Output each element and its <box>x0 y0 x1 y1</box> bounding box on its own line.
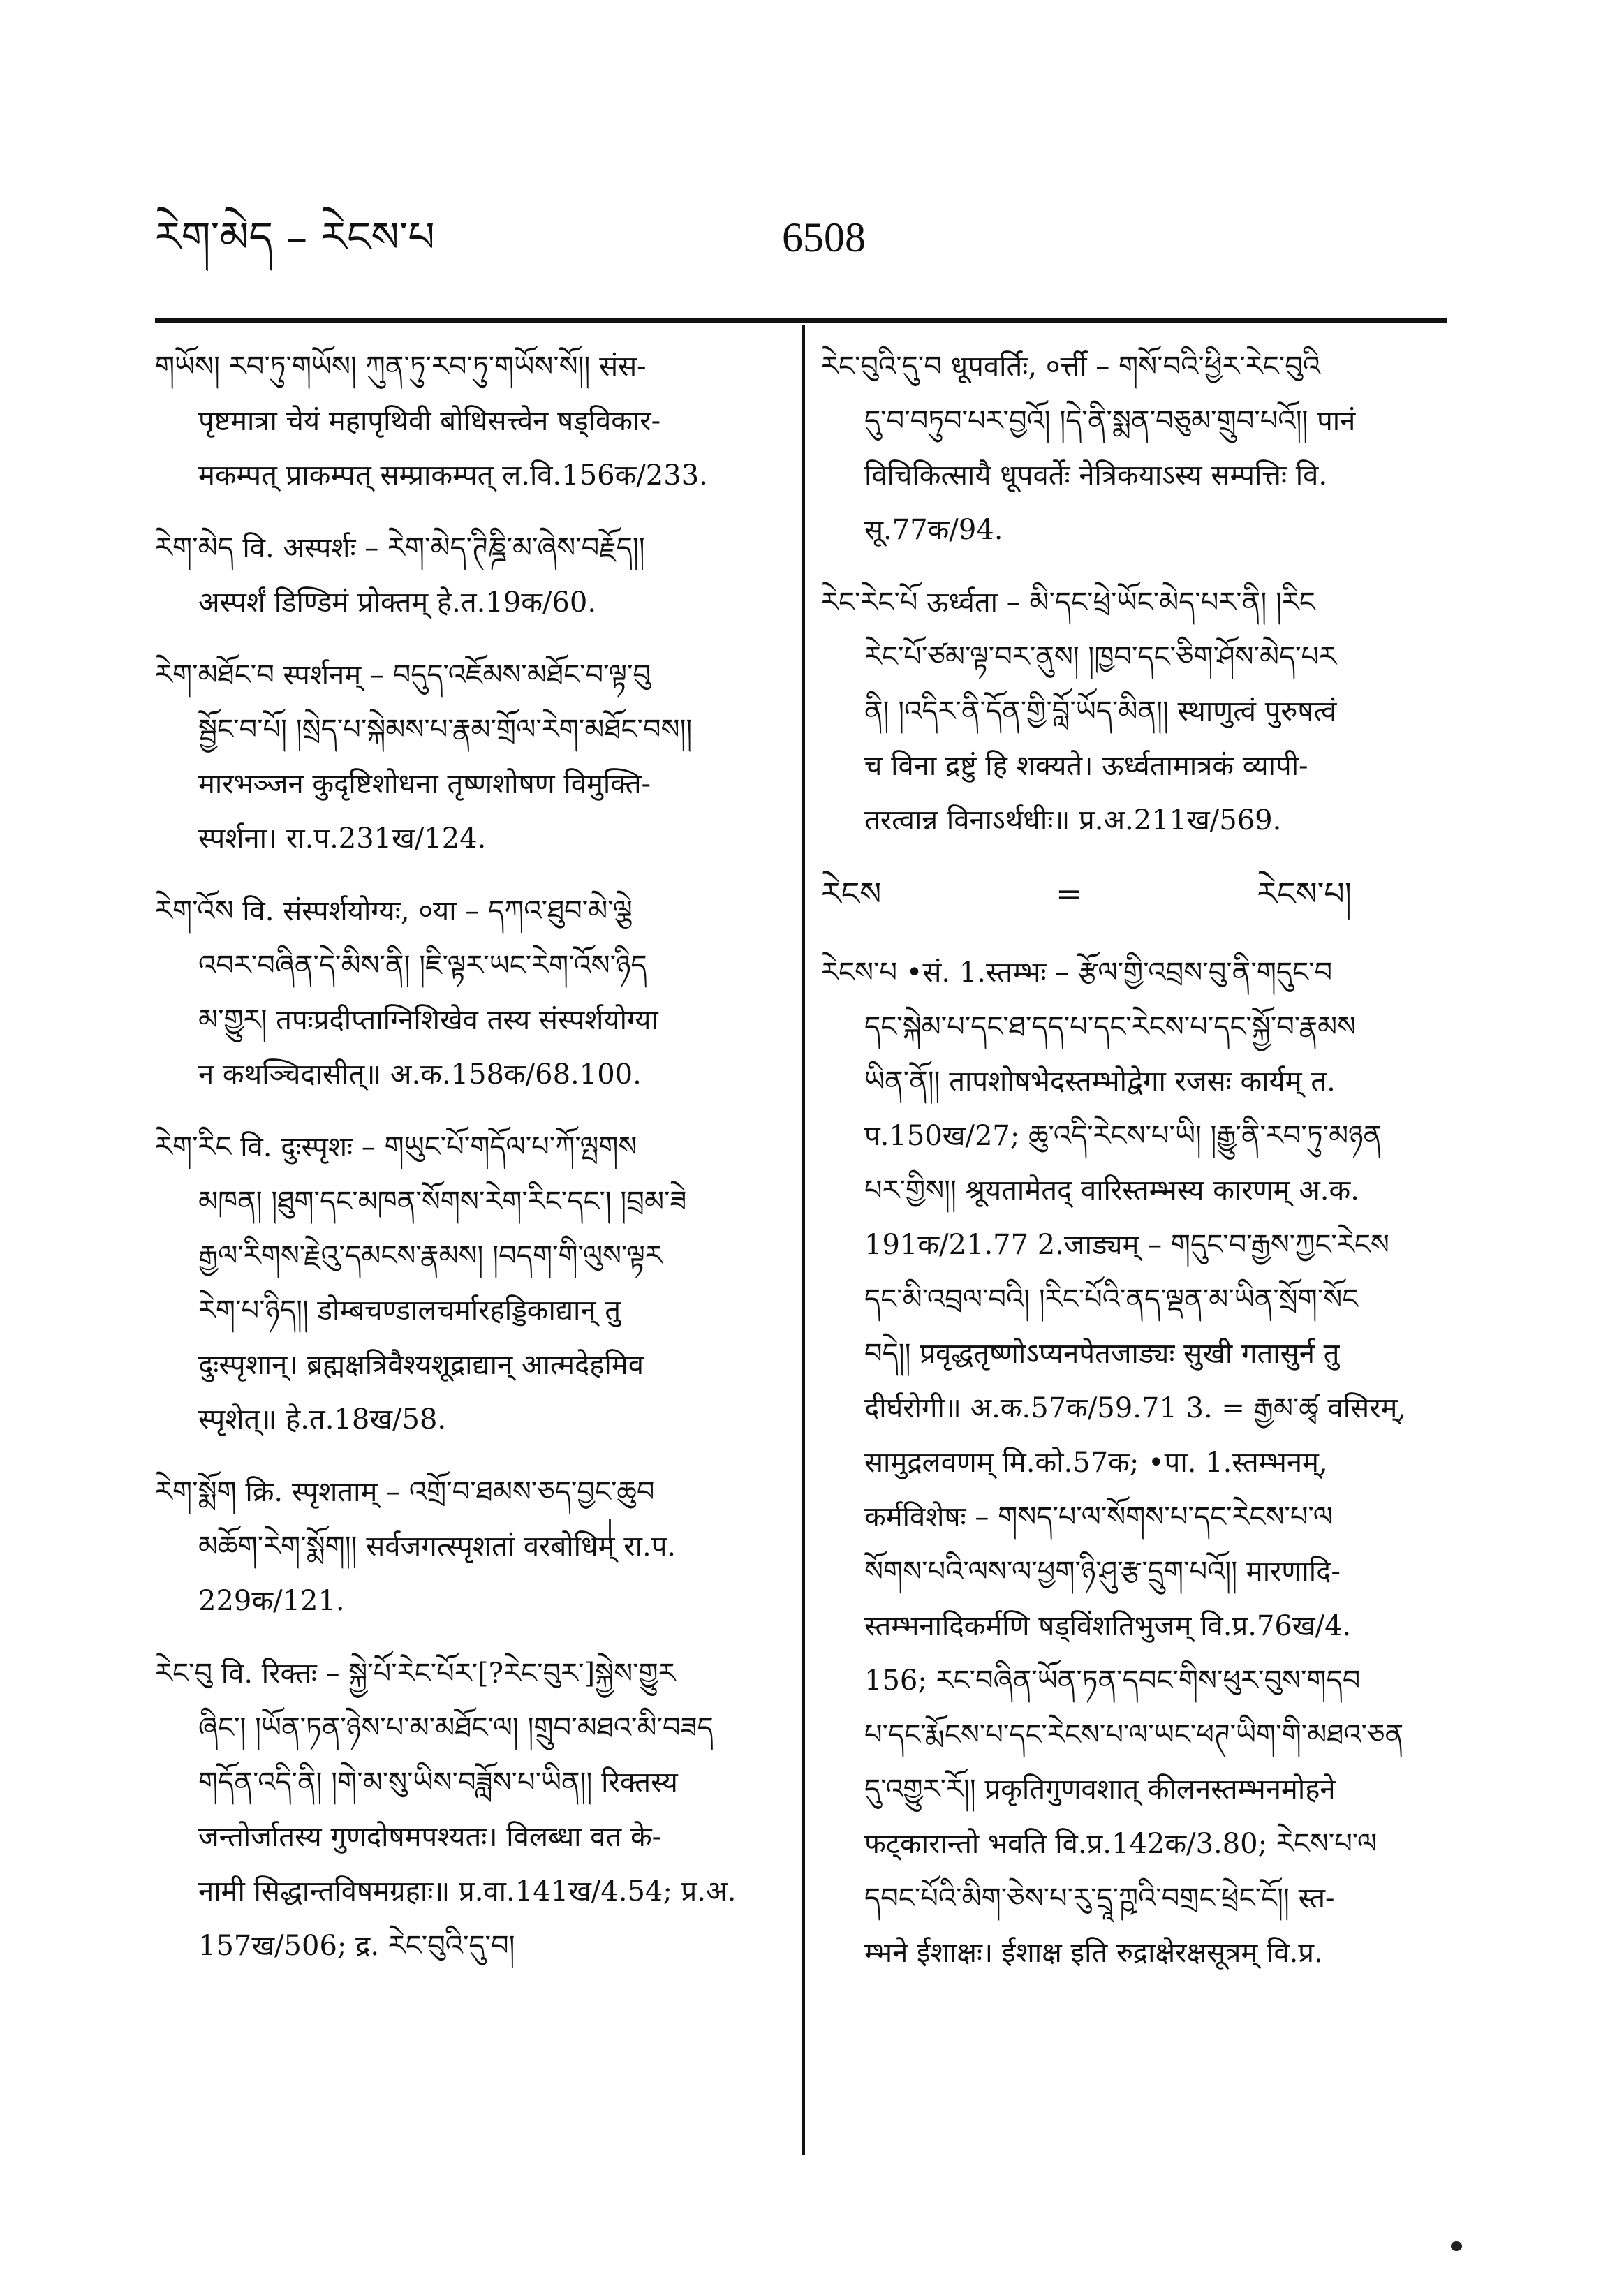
entry-line: फट्कारान्तो भवति वि.प्र.142क/3.80; རེངས་པ་ལ <box>864 1828 1378 1860</box>
entry-line: སོགས་པའི་ལས་ལ་ཕྱག་ཉི་ཤུ་རྩ་དྲུག་པའོ།། मारणादि- <box>864 1556 1341 1588</box>
xref-term: རེངས <box>821 875 882 913</box>
entry-line: विचिकित्सायै धूपवर्तेः नेत्रिकयाऽस्य सम्पत्तिः वि. <box>864 459 1328 492</box>
entry-line: दुःस्पृशान्। ब्रह्मक्षत्रिवैश्यशूद्राद्यान् आत्मदेहमिव <box>198 1349 644 1381</box>
entry-line: རེང་པོ་ཙམ་ལྟ་བར་ནུས། །ཁྱབ་དང་ཅིག་ཤོས་མེད་པར <box>864 641 1337 673</box>
entry-line: पृष्टमात्रा चेयं महापृथिवी बोधिसत्त्वेन षड्विकार- <box>198 405 661 437</box>
scan-speck <box>1451 2241 1462 2251</box>
entry-line: सू.77क/94. <box>864 514 1003 546</box>
entry-line: स्तम्भनादिकर्मणि षड्विंशतिभुजम् वि.प्र.76ख/4. <box>864 1610 1352 1642</box>
entry-line: मारभञ्जन कुदृष्टिशोधना तृष्णशोषण विमुक्ति- <box>198 768 651 800</box>
entry-line: རྒྱལ་རིགས་རྗེའུ་དམངས་རྣམས། །བདག་གི་ལུས་ལྟར <box>198 1240 663 1272</box>
dictionary-entry <box>821 339 1449 557</box>
entry-line: च विना द्रष्टुं हि शक्यते। ऊर्ध्वतामात्रकं व्यापी- <box>864 750 1308 782</box>
entry-line: तरत्वान्न विनाऽर्थधीः॥ प्र.अ.211ख/569. <box>864 804 1282 836</box>
entry-line: དང་སྐེམ་པ་དང་ཐ་དད་པ་དང་རེངས་པ་དང་སྐྱོ་བ་རྣམས <box>864 1011 1357 1043</box>
dictionary-entry <box>155 339 783 503</box>
entry-line: དུ་བ་བཏུབ་པར་བྱའོ། །དེ་ནི་སྨན་བཅུམ་གྲུབ་པའོ།། पानं <box>864 405 1356 437</box>
entry-line: मकम्पत् प्राकम्पत् सम्प्राकम्पत् ल.वि.156क/233. <box>198 459 708 492</box>
entry-line: सामुद्रलवणम् मि.को.57क; •पा. 1.स्तम्भनम्, <box>864 1447 1328 1479</box>
entry-first-line: རེག་རིང वि. दुःस्पृशः – གཡུང་པོ་གདོལ་པ་ཀོ་ལྤགས <box>155 1131 637 1163</box>
right-column <box>821 339 1449 1998</box>
entry-line: 157ख/506; द्र. རེང་བུའི་དུ་བ། <box>198 1930 515 1962</box>
dictionary-entry <box>155 521 783 630</box>
entry-line: གདོན་འདི་ནི། །གེ་མ་སུ་ཡིས་བཟློས་པ་ཡིན།། रिक्तस्य <box>198 1766 678 1799</box>
entry-line: कर्मविशेषः – གསད་པ་ལ་སོགས་པ་དང་རེངས་པ་ལ <box>864 1501 1333 1533</box>
entry-line: स्पृशेत्॥ हे.त.18ख/58. <box>198 1403 447 1436</box>
dictionary-entry <box>155 884 783 1102</box>
entry-line: 156; རང་བཞིན་ཡོན་ཏན་དབང་གིས་ཕུར་བུས་གདབ <box>864 1665 1361 1697</box>
entry-line: नामी सिद्धान्तविषमग्रहाः॥ प्र.वा.141ख/4.54; प्र.अ. <box>198 1875 737 1907</box>
entry-first-line: རེག་འོས वि. संस्पर्शयोग्यः, ०या – དཀའ་ཐུབ་མེ་ལྕེ <box>155 895 633 927</box>
entry-line: མ་གྱུར། तपःप्रदीप्ताग्निशिखेव तस्य संस्पर्शयोग्या <box>198 1004 658 1036</box>
entry-line: ནི། །འདིར་ནི་དོན་གྱི་བློ་ཡོད་མིན།། स्थाणुत्वं पुरुषत्वं <box>864 695 1337 728</box>
entry-line: པར་གྱིས།། श्रूयतामेतद् वारिस्तम्भस्य कारणम् अ.क. <box>864 1174 1359 1206</box>
entry-first-line: རེངས་པ •सं. 1.स्तम्भः – རྩོལ་གྱི་འབྲས་བུ་ནི་གདུང་བ <box>821 957 1333 989</box>
entry-line: སྦྱོང་བ་པོ། །སྲེད་པ་སྐེམས་པ་རྣམ་གྲོལ་རེག་མཐོང་བས།། <box>198 714 693 746</box>
entry-first-line: རེང་བུའི་དུ་བ धूपवर्तिः, ०र्त्ती – གསོ་བའི་ཕྱིར་རེང་བུའི <box>821 350 1321 383</box>
entry-line: ཞིང་། །ཡོན་ཏན་ཉེས་པ་མ་མཐོང་ལ། །གྲུབ་མཐའ་མི་བཟད <box>198 1712 714 1744</box>
entry-line: མཆོག་རེག་སྨོག།། सर्वजगत्स्पृशतां वरबोधिम् रा.प. <box>198 1530 677 1563</box>
header-rule <box>155 318 1447 323</box>
right-entries-top <box>821 339 1449 848</box>
entry-line: प.150ख/27; ཆུ་འདི་རེངས་པ་ཡི། །རྒྱུ་ནི་རབ་ཏུ་མཉན <box>864 1120 1382 1152</box>
dictionary-entry <box>155 1120 783 1447</box>
entry-line: བདེ།། प्रवृद्धतृष्णोऽप्यनपेतजाड्यः सुखी गतासुर्न तु <box>864 1338 1340 1370</box>
entry-line: 191क/21.77 2.जाड्यम् – གདུང་བ་རྒྱས་ཀྱང་རེངས <box>864 1229 1389 1261</box>
cross-reference <box>821 866 1352 922</box>
dictionary-entry <box>155 1465 783 1628</box>
entry-line: ཡིན་ནོ།། तापशोषभेदस्तम्भोद्वेगा रजसः कार्यम् त. <box>864 1065 1336 1098</box>
entry-first-line: རེག་མེད वि. अस्पर्शः – རེག་མེད་ཊིཎྜི་མ་ཞེས་བརྗོད།། <box>155 532 645 564</box>
entry-line: अस्पर्शं डिण्डिमं प्रोक्तम् हे.त.19क/60. <box>198 586 597 619</box>
entry-first-line: རེག་མཐོང་བ स्पर्शनम् – བདུད་འཇོམས་མཐོང་བ་ལྟ་བུ <box>155 659 651 691</box>
entry-line: མཁན། །ཐུག་དང་མཁན་སོགས་རེག་རིང་དང་། །བྲམ་ཟེ <box>198 1186 687 1218</box>
entry-line: དུ་འགྱུར་རོ།། प्रकृतिगुणवशात् कीलनस्तम्भनमोहने <box>864 1773 1336 1806</box>
running-head: རེག་མེད – རེངས་པ <box>155 213 435 262</box>
column-divider <box>802 325 805 2155</box>
entry-line: जन्तोर्जातस्य गुणदोषमपश्यतः। विलब्धा वत के- <box>198 1821 662 1853</box>
entry-line: न कथञ्चिदासीत्॥ अ.क.158क/68.100. <box>198 1058 642 1091</box>
right-entries-bottom <box>821 945 1449 1980</box>
dictionary-entry <box>155 1646 783 1973</box>
entry-line: स्पर्शना। रा.प.231ख/124. <box>198 822 487 855</box>
entry-line: म्भने ईशाक्षः। ईशाक्ष इति रुद्राक्षेरक्षसूत्रम् वि.प्र. <box>864 1937 1323 1969</box>
entry-first-line: རེག་སྨོག क्रि. स्पृशताम् – འགྲོ་བ་ཐམས་ཅད་བྱང་ཆུབ <box>155 1476 655 1508</box>
entry-line: དང་མི་འབྲལ་བའི། །རིང་པོའི་ནད་ལྡན་མ་ཡིན་སྲོག་སོང <box>864 1283 1359 1315</box>
entry-first-line: རེང་བུ वि. रिक्तः – སྐྱེ་པོ་རེང་པོར་[?རེང་བུར་]སྐྱེས་གྱུར <box>155 1658 676 1690</box>
entry-line: འབར་བཞིན་དེ་མིས་ནི། །ཇི་ལྟར་ཡང་རེག་འོས་ཉིད <box>198 950 647 982</box>
entry-line: दीर्घरोगी॥ अ.क.57क/59.71 3. = རྒྱམ་ཚྭ वसिरम्, <box>864 1392 1407 1424</box>
entry-line: 229क/121. <box>198 1585 345 1617</box>
dictionary-entry <box>155 648 783 866</box>
dictionary-entry <box>821 945 1449 1980</box>
left-column <box>155 339 783 1991</box>
xref-equals: = <box>1056 875 1083 913</box>
xref-target: རེངས་པ། <box>1257 875 1352 913</box>
dictionary-entry <box>821 575 1449 848</box>
entry-first-line: གཡོས། རབ་ཏུ་གཡོས། ཀུན་ཏུ་རབ་ཏུ་གཡོས་སོ།། संस- <box>155 350 647 383</box>
entry-line: པ་དང་རྨོངས་པ་དང་རེངས་པ་ལ་ཡང་ཕཊ་ཡིག་གི་མཐའ་ཅན <box>864 1719 1404 1751</box>
entry-line: དབང་པོའི་མིག་ཅེས་པ་རུ་དྲཱ་ཀྵའི་བགྲང་ཕྲེང་ངོ།། स्त- <box>864 1882 1335 1914</box>
page-number: 6508 <box>782 214 866 260</box>
entry-first-line: རེང་རེང་པོ ऊर्ध्वता – མི་དང་ཕྲེ་ཡོང་མེད་པར་ནི། །རིང <box>821 586 1315 619</box>
entry-line: རེག་པ་ཉིད།། डोम्बचण्डालचर्मारहड्डिकाद्यान् तु <box>198 1294 621 1327</box>
